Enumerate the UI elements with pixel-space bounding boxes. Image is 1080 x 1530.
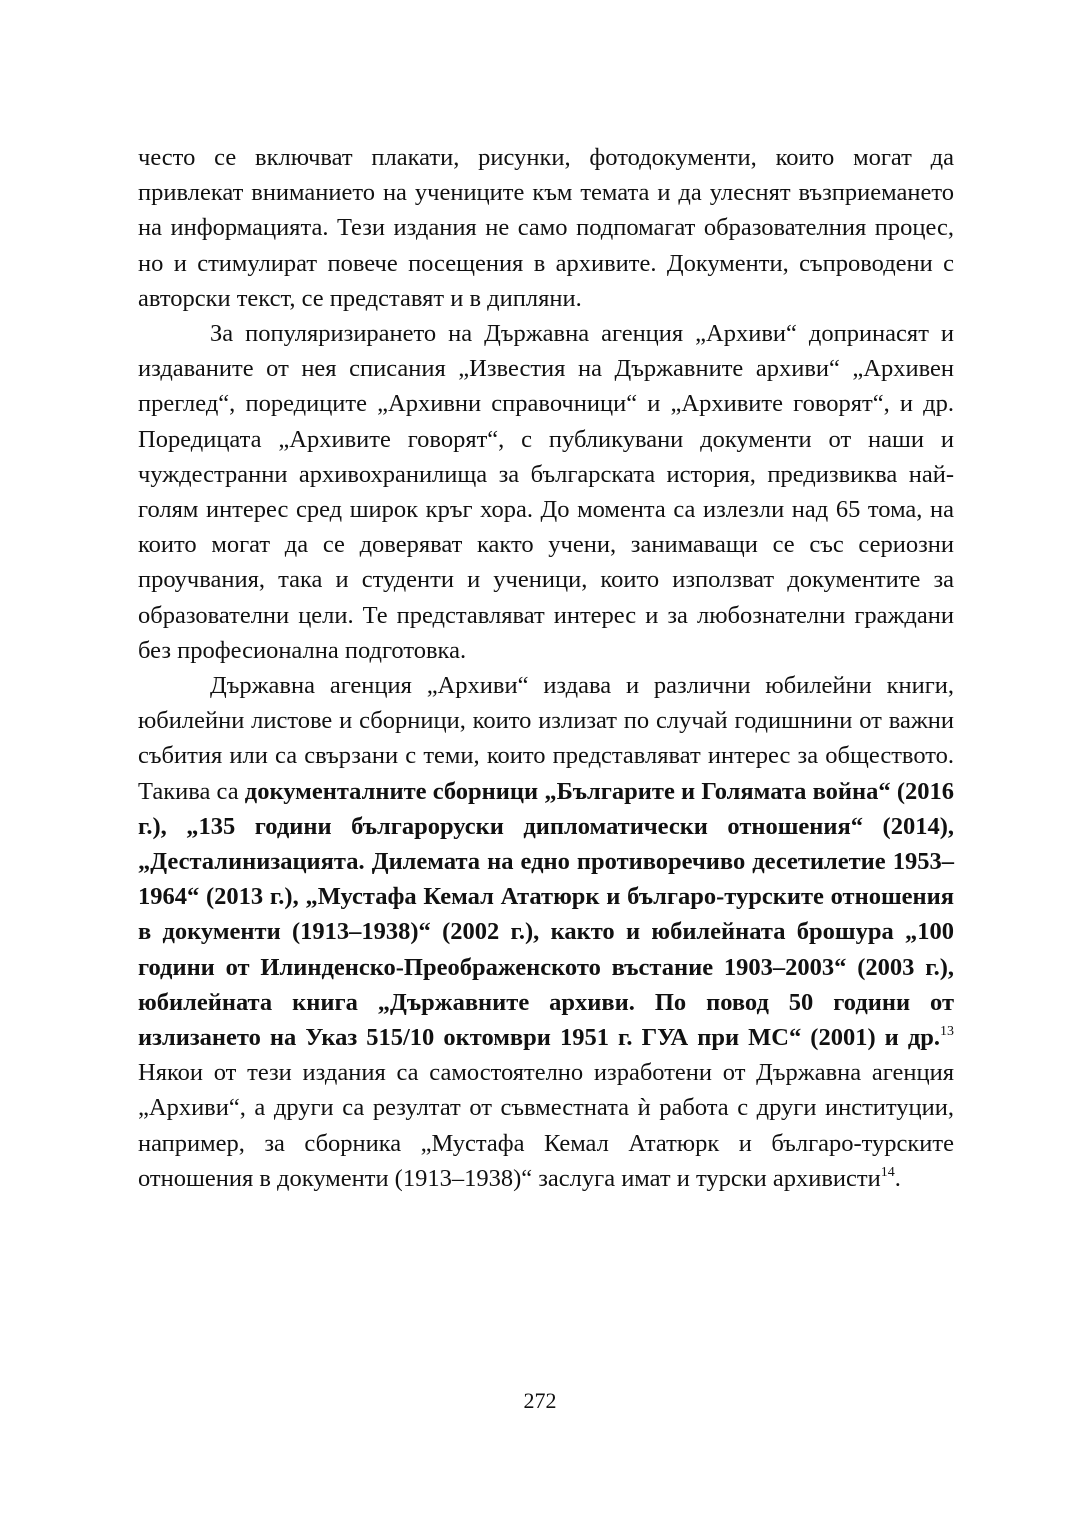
paragraph-3-continuation: Някои от тези издания са самостоятелно изработени от Държавна агенция „Архиви“, а други са резултат от съвместната ѝ работа с други институции, например, за сборника „Мустафа Кемал Ататюрк и българо-турските отношения в документи (1913–1938)“ заслуга имат и турски архивисти — [138, 1059, 954, 1192]
page-body — [138, 140, 954, 1196]
paragraph-2: За популяризирането на Държавна агенция „Архиви“ допринасят и издаваните от нея списания „Известия на Държавните архиви“ „Архивен преглед“, поредиците „Архивни справочници“ и „Архивите говорят“, и др. Поредицата „Архивите говорят“, с публикувани документи от наши и чуждестранни архивохранилища за българската история, предизвиква най-голям интерес сред широк кръг хора. До момента са излезли над 65 тома, на които могат да се доверяват както учени, занимаващи се със сериозни проучвания, така и студенти и ученици, които използват документите за образователни цели. Те представляват интерес и за любознателни граждани без професионална подготовка. — [138, 320, 954, 664]
paragraph-1: често се включват плакати, рисунки, фотодокументи, които могат да привлекат вниманието на учениците към темата и да улеснят възприемането на информацията. Тези издания не само подпомагат образователния процес, но и стимулират повече посещения в архивите. Документи, съпроводени с авторски текст, се представят и в дипляни. — [138, 144, 954, 312]
paragraph-3-end: . — [894, 1164, 901, 1192]
paragraph-3-bold-titles: документалните сборници „Българите и Голямата война“ (2016 г.), „135 години българоруски дипломатически отношения“ (2014), „Десталинизацията. Дилемата на едно противоречиво десетилетие 1953–1964“ (2013 г.), „Мустафа Кемал Ататюрк и българо-турските отношения в документи (1913–1938)“ (2002 г.), както и юбилейната брошура „100 години от Илинденско-Преображенското въстание 1903–2003“ (2003 г.), юбилейната книга „Държавните архиви. По повод 50 години от излизането на Указ 515/10 октомври 1951 г. ГУА при МС“ (2001) и др. — [138, 777, 954, 1052]
footnote-ref-14: 14 — [880, 1164, 895, 1180]
paragraph-3-intro: Държавна агенция „Архиви“ издава и различни юбилейни книги, юбилейни листове и сборници, които излизат по случай годишнини от важни събития или са свързани с теми, които представляват интерес за обществото. Такива са — [138, 672, 954, 805]
paragraph-3 — [138, 668, 954, 1196]
footnote-ref-13: 13 — [940, 1023, 954, 1039]
page-number: 272 — [523, 1388, 557, 1413]
